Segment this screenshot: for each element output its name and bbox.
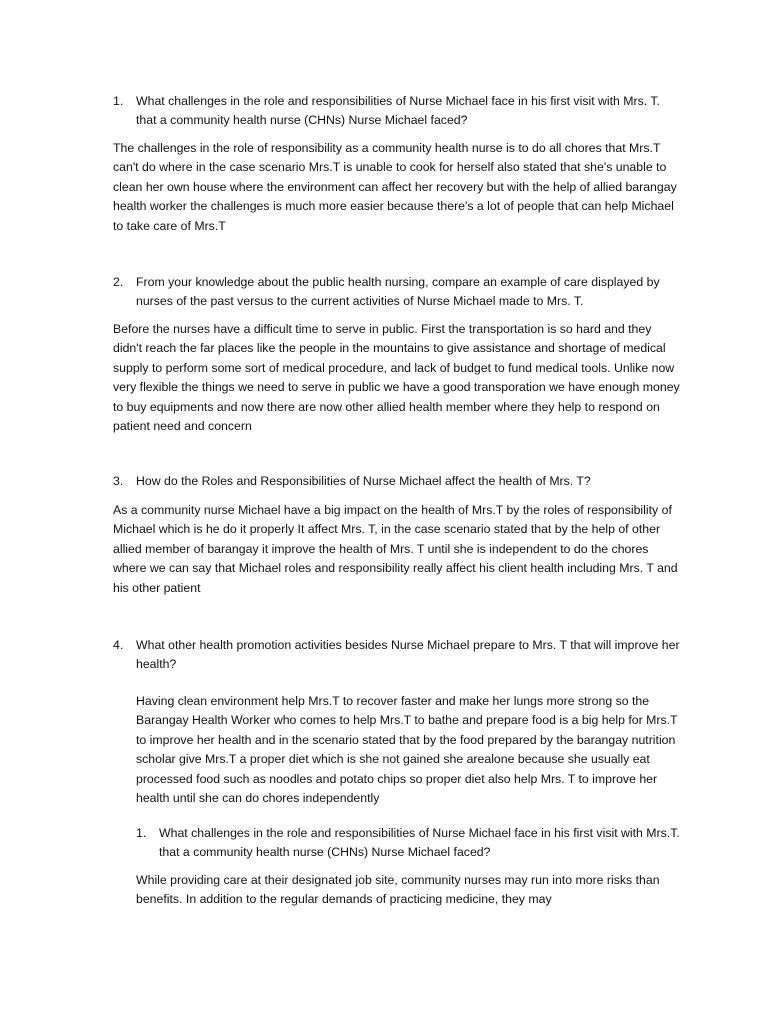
- question-2: [113, 273, 683, 311]
- question-number: 3.: [113, 474, 124, 488]
- answer-4: Having clean environment help Mrs.T to recover faster and make her lungs more strong so the Barangay Health Worker who comes to help Mrs.T to bathe and prepare food is a big help for Mrs.T to improve her health and in the scenario stated that by the food prepared by the barangay nutrition scholar give Mrs.T a proper diet which is she not gained she arealone because she usually eat processed food such as noodles and potato chips so proper diet also help Mrs. T to improve her health until she can do chores independently: [136, 694, 678, 806]
- question-number: 1.: [136, 826, 147, 840]
- question-1-repeat: [136, 824, 683, 862]
- question-text: How do the Roles and Responsibilities of Nurse Michael affect the health of Mrs. T?: [136, 474, 591, 488]
- question-number: 1.: [113, 94, 124, 108]
- question-3: [113, 472, 683, 491]
- answer-3: As a community nurse Michael have a big impact on the health of Mrs.T by the roles of responsibility of Michael which is he do it properly It affect Mrs. T, in the case scenario stated that by the help of other allied member of barangay it improve the health of Mrs. T until she is independent to do the chores where we can say that Michael roles and responsibility really affect his client health including Mrs. T and his other patient: [113, 503, 678, 595]
- question-text: From your knowledge about the public health nursing, compare an example of care displayed by nurses of the past versus to the current activities of Nurse Michael made to Mrs. T.: [136, 275, 660, 308]
- answer-1-repeat: While providing care at their designated job site, community nurses may run into more risks than benefits. In addition to the regular demands of practicing medicine, they may: [136, 873, 660, 907]
- question-number: 4.: [113, 638, 124, 652]
- question-text: What challenges in the role and responsibilities of Nurse Michael face in his first visit with Mrs. T. that a community health nurse (CHNs) Nurse Michael faced?: [136, 94, 660, 127]
- question-number: 2.: [113, 275, 124, 289]
- question-4: [113, 636, 683, 674]
- question-text: What challenges in the role and responsibilities of Nurse Michael face in his first visit with Mrs.T. that a community health nurse (CHNs) Nurse Michael faced?: [159, 826, 680, 859]
- answer-1: The challenges in the role of responsibility as a community health nurse is to do all chores that Mrs.T can't do where in the case scenario Mrs.T is unable to cook for herself also stated that she's unable to clean her own house where the environment can affect her recovery but with the help of allied barangay health worker the challenges is much more easier because there's a lot of people that can help Michael to take care of Mrs.T: [113, 141, 677, 233]
- answer-2: Before the nurses have a difficult time to serve in public. First the transportation is so hard and they didn't reach the far places like the people in the mountains to give assistance and shortage of medical supply to perform some sort of medical procedure, and lack of budget to fund medical tools. Unlike now very flexible the things we need to serve in public we have a good transporation we have enough money to buy equipments and now there are now other allied health member where they help to respond on patient need and concern: [113, 322, 680, 434]
- question-text: What other health promotion activities besides Nurse Michael prepare to Mrs. T that will improve her health?: [136, 638, 680, 671]
- question-1: [113, 92, 683, 130]
